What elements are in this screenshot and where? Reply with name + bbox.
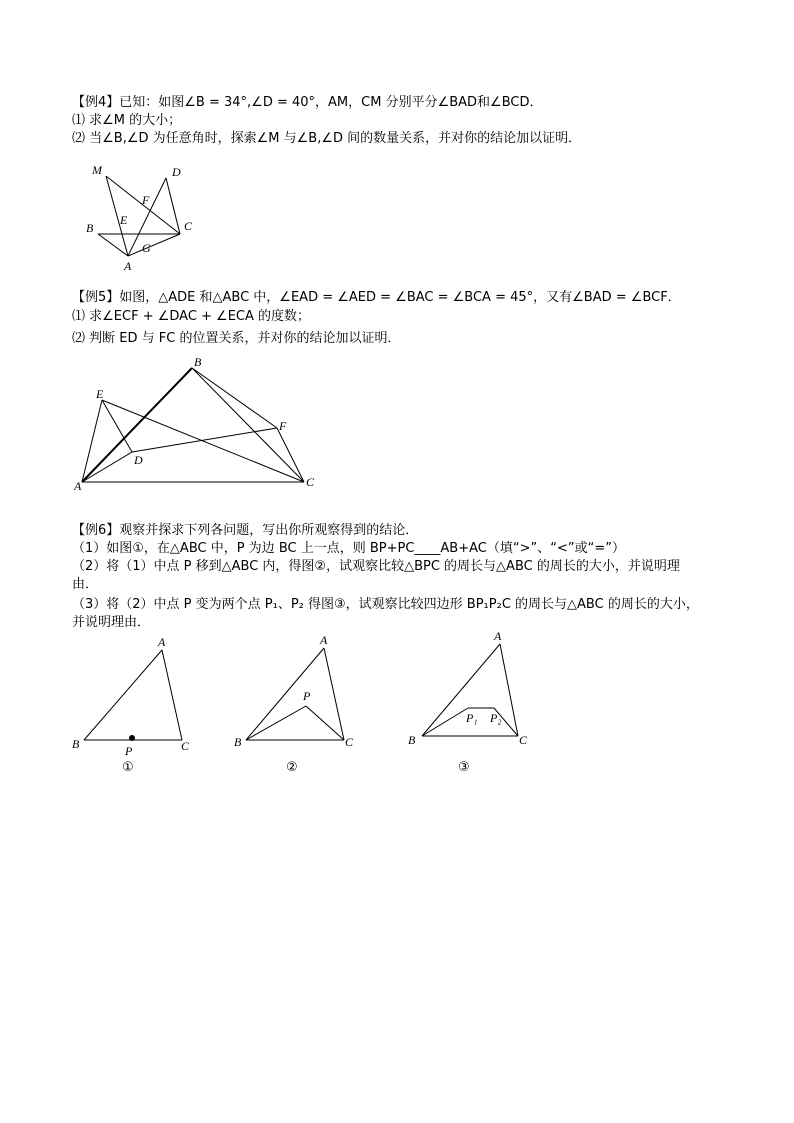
figure-3-caption: ③ (458, 760, 470, 775)
label-B: B (72, 737, 80, 751)
label-A: A (158, 635, 166, 649)
example-6-figure-3 (400, 628, 540, 758)
segment-ab (246, 648, 324, 740)
label-B: B (194, 355, 202, 369)
label-A: A (494, 629, 502, 643)
segment-bp1 (422, 708, 468, 736)
segment-fc (277, 428, 304, 482)
segment-ac (500, 644, 518, 736)
segment-ac (162, 650, 182, 740)
label-E: E (120, 213, 128, 227)
example-6-figure-1 (66, 630, 206, 760)
segment-ab (84, 650, 162, 740)
example-4-question-1: ⑴ 求∠M 的大小； (72, 113, 182, 128)
example-6-question-2: （2）将（1）中点 P 移到△ABC 内，得图②，试观察比较△BPC 的周长与△ABC 的周长的大小，并说明理 (72, 559, 680, 574)
label-F: F (142, 193, 150, 207)
figure-1-caption: ① (122, 760, 134, 775)
segment-ab (422, 644, 500, 736)
example-6-question-1: （1）如图①，在△ABC 中，P 为边 BC 上一点，则 BP+PC____AB+AC（填“>”、“<”或“=”） (72, 541, 625, 556)
segment-ea (82, 400, 102, 482)
example-5-figure (72, 352, 332, 494)
segment-bc (192, 368, 304, 482)
example-4-title: 【例4】已知：如图∠B = 34°,∠D = 40°，AM，CM 分别平分∠BAD和∠BCD． (72, 95, 543, 110)
example-5-question-1: ⑴ 求∠ECF + ∠DAC + ∠ECA 的度数； (72, 309, 311, 324)
label-D: D (172, 165, 181, 179)
example-5-title: 【例5】如图，△ADE 和△ABC 中，∠EAD = ∠AED = ∠BAC = ∠BCA = 45°，又有∠BAD = ∠BCF． (72, 290, 681, 305)
label-M: M (92, 163, 102, 177)
label-A: A (124, 259, 132, 273)
label-B: B (234, 735, 242, 749)
label-A: A (74, 479, 82, 493)
segment-ba (98, 234, 128, 256)
segment-ac (128, 234, 180, 256)
label-C: C (306, 475, 315, 489)
label-D: D (134, 453, 143, 467)
example-4-question-2: ⑵ 当∠B,∠D 为任意角时，探索∠M 与∠B,∠D 间的数量关系，并对你的结论加以证明． (72, 131, 582, 146)
point-p (129, 735, 135, 741)
label-E: E (96, 387, 104, 401)
segment-df (132, 428, 277, 452)
label-C: C (519, 733, 528, 747)
segment-ec (102, 400, 304, 482)
label-P1: P₁ (466, 711, 478, 725)
label-A: A (320, 633, 328, 647)
label-B: B (86, 221, 94, 235)
segment-pc (306, 706, 344, 740)
label-C: C (184, 219, 193, 233)
example-6-question-2-cont: 由． (72, 577, 99, 592)
example-6-question-3: （3）将（2）中点 P 变为两个点 P₁、P₂ 得图③，试观察比较四边形 BP₁P₂C 的周长与△ABC 的周长的大小， (72, 597, 699, 612)
example-4-figure (80, 158, 210, 274)
label-G: G (142, 241, 151, 255)
example-5-question-2: ⑵ 判断 ED 与 FC 的位置关系，并对你的结论加以证明． (72, 331, 401, 346)
segment-ac (324, 648, 344, 740)
label-C: C (181, 739, 190, 753)
label-P2: P₂ (490, 711, 502, 725)
segment-ed (102, 400, 132, 452)
label-B: B (408, 733, 416, 747)
label-C: C (345, 735, 354, 749)
figure-2-caption: ② (286, 760, 298, 775)
label-P: P (125, 744, 133, 758)
label-F: F (279, 419, 287, 433)
label-P: P (303, 689, 311, 703)
example-6-title: 【例6】观察并探求下列各问题，写出你所观察得到的结论． (72, 523, 419, 538)
segment-dc (166, 178, 180, 234)
segment-bf (192, 368, 277, 428)
segment-bp (246, 706, 306, 740)
example-6-figure-2 (228, 630, 368, 760)
example-6-question-3-cont: 并说明理由． (72, 615, 151, 630)
